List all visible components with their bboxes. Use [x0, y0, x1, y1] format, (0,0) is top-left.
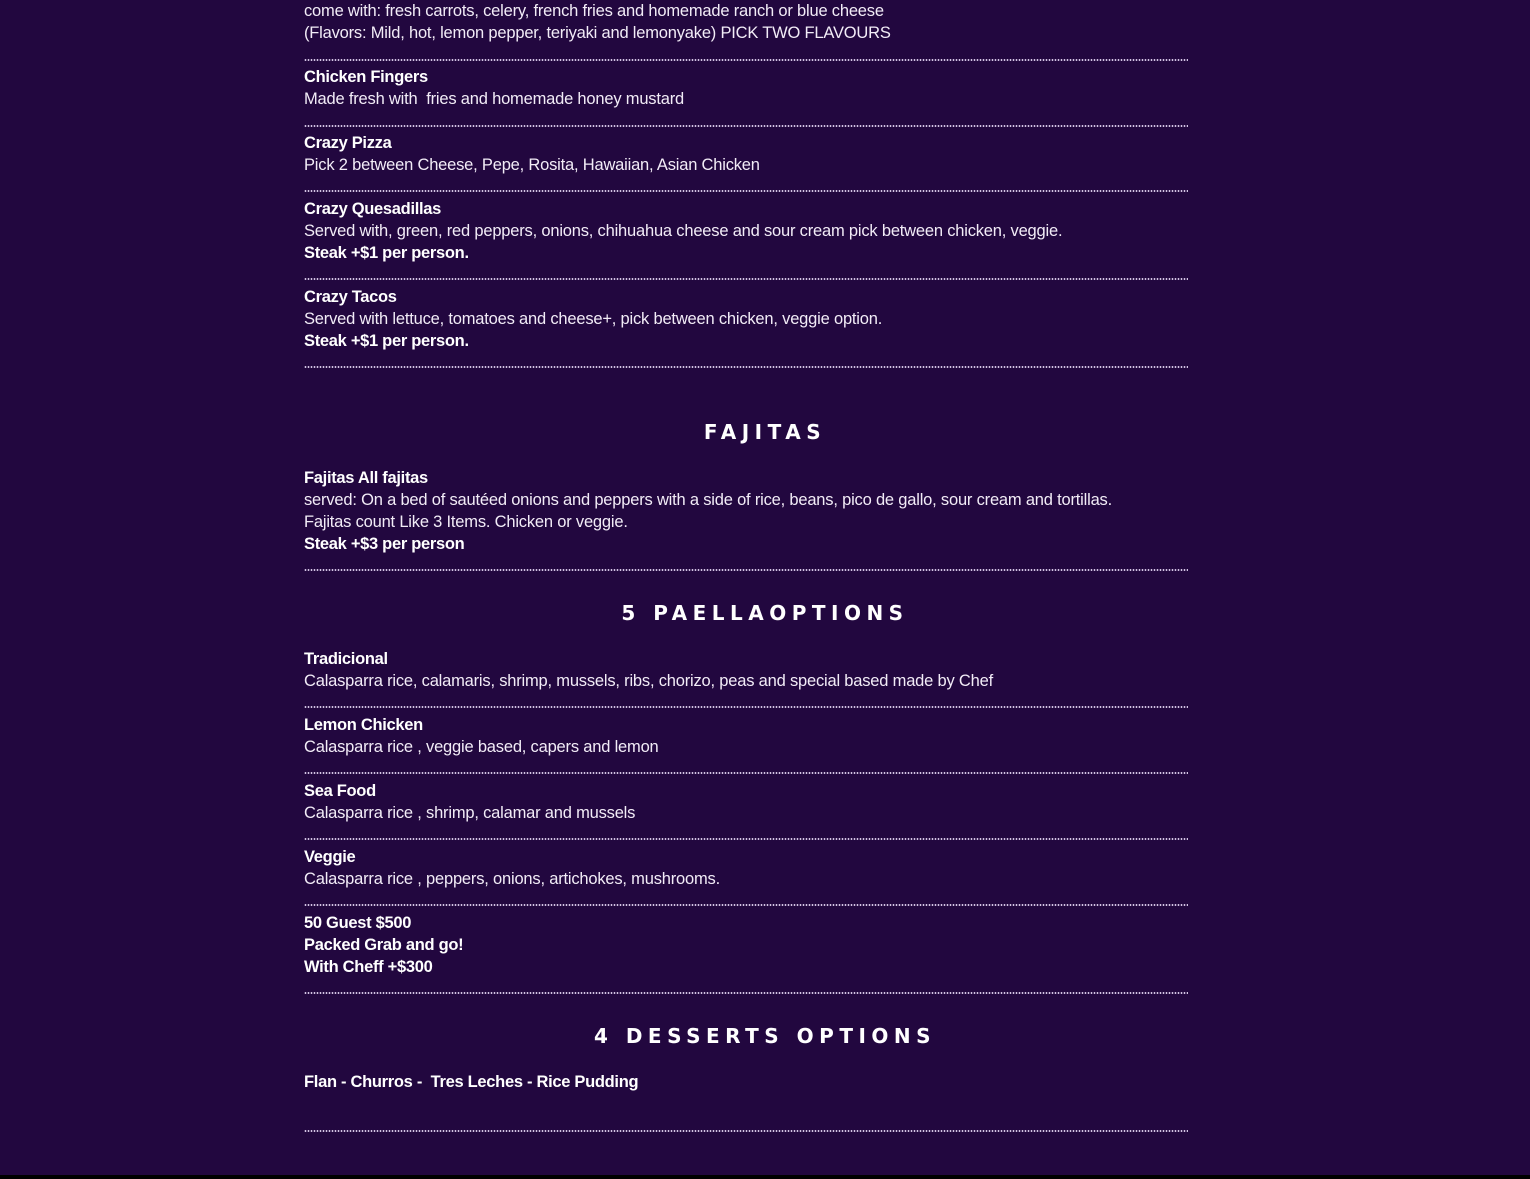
item-name: Crazy Quesadillas — [304, 200, 442, 218]
dotted-divider — [304, 1130, 1188, 1132]
pricing-line: 50 Guest $500 — [304, 914, 412, 932]
section-heading-fajitas: FAJITAS — [703, 420, 827, 444]
item-description: come with: fresh carrots, celery, french fries and homemade ranch or blue cheese — [304, 2, 884, 20]
item-description: Calasparra rice , shrimp, calamar and mussels — [304, 804, 636, 822]
item-description: Served with lettuce, tomatoes and cheese+, pick between chicken, veggie option. — [304, 310, 883, 328]
item-name: Veggie — [304, 848, 356, 866]
item-description: Fajitas count Like 3 Items. Chicken or veggie. — [304, 513, 628, 531]
item-surcharge: Steak +$1 per person. — [304, 332, 469, 350]
pricing-line: Packed Grab and go! — [304, 936, 464, 954]
item-description: served: On a bed of sautéed onions and peppers with a side of rice, beans, pico de gallo, sour cream and tortillas. — [304, 491, 1112, 509]
item-surcharge: Steak +$1 per person. — [304, 244, 469, 262]
item-description: Made fresh with fries and homemade honey mustard — [304, 90, 684, 108]
dotted-divider — [304, 125, 1188, 127]
item-description: Pick 2 between Cheese, Pepe, Rosita, Hawaiian, Asian Chicken — [304, 156, 760, 174]
item-name: Sea Food — [304, 782, 376, 800]
item-name: Lemon Chicken — [304, 716, 423, 734]
dotted-divider — [304, 838, 1188, 840]
item-description: Served with, green, red peppers, onions, chihuahua cheese and sour cream pick between chicken, veggie. — [304, 222, 1063, 240]
dotted-divider — [304, 992, 1188, 994]
section-heading-desserts: 4 DESSERTS OPTIONS — [593, 1024, 937, 1048]
item-name: Tradicional — [304, 650, 388, 668]
desserts-list: Flan - Churros - Tres Leches - Rice Pudding — [304, 1073, 639, 1091]
item-description: (Flavors: Mild, hot, lemon pepper, teriyaki and lemonyake) PICK TWO FLAVOURS — [304, 24, 891, 42]
dotted-divider — [304, 904, 1188, 906]
section-heading-paella: 5 PAELLAOPTIONS — [621, 601, 909, 625]
dotted-divider — [304, 278, 1188, 280]
dotted-divider — [304, 772, 1188, 774]
dotted-divider — [304, 59, 1188, 61]
footer-band — [0, 1175, 1530, 1179]
item-description: Calasparra rice , peppers, onions, artichokes, mushrooms. — [304, 870, 720, 888]
dotted-divider — [304, 569, 1188, 571]
pricing-line: With Cheff +$300 — [304, 958, 433, 976]
item-name: Crazy Pizza — [304, 134, 392, 152]
item-description: Calasparra rice, calamaris, shrimp, mussels, ribs, chorizo, peas and special based made by Chef — [304, 672, 993, 690]
item-name: Chicken Fingers — [304, 68, 428, 86]
dotted-divider — [304, 706, 1188, 708]
dotted-divider — [304, 190, 1188, 192]
item-description: Calasparra rice , veggie based, capers and lemon — [304, 738, 659, 756]
item-name: Fajitas All fajitas — [304, 469, 428, 487]
item-name: Crazy Tacos — [304, 288, 397, 306]
item-surcharge: Steak +$3 per person — [304, 535, 465, 553]
dotted-divider — [304, 366, 1188, 368]
